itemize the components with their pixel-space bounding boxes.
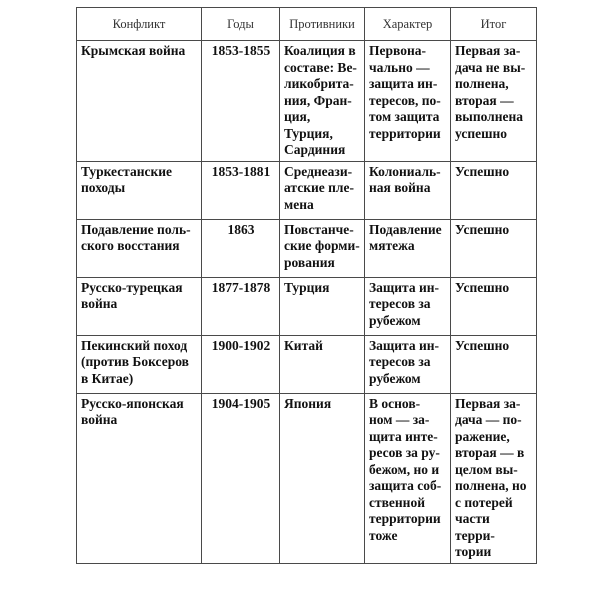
- header-opponents: Противники: [280, 8, 365, 41]
- table-row: [77, 335, 537, 393]
- cell-opponents: Повстанче- ские форми- рования: [284, 221, 360, 270]
- header-years: Годы: [202, 8, 280, 41]
- table-row: [77, 393, 537, 563]
- table-row: [77, 277, 537, 335]
- cell-years: 1853-1881: [211, 163, 271, 179]
- header-row: [77, 8, 537, 41]
- cell-conflict: Подавление поль- ского восстания: [81, 221, 191, 253]
- cell-conflict: Пекинский поход (против Боксеров в Китае): [81, 337, 189, 386]
- wars-table: [76, 7, 537, 564]
- cell-character: Первона- чально — защита ин- тересов, по- том защита территории: [369, 43, 441, 141]
- cell-character: Защита ин- тересов за рубежом: [369, 337, 440, 386]
- cell-years: 1863: [227, 221, 255, 237]
- cell-conflict: Туркестанские походы: [81, 163, 173, 195]
- cell-conflict: Русско-японская война: [81, 395, 184, 427]
- cell-years: 1853-1855: [211, 43, 271, 58]
- table-row: [77, 219, 537, 277]
- cell-character: Колониаль- ная война: [369, 163, 441, 195]
- cell-result: Успешно: [455, 163, 510, 179]
- header-character: Характер: [365, 8, 451, 41]
- cell-result: Первая за- дача — по- ражение, вторая — в целом вы- полнена, но с потерей части терри- тории: [455, 395, 527, 559]
- cell-result: Успешно: [455, 221, 510, 237]
- cell-years: 1877-1878: [211, 279, 271, 295]
- cell-conflict: Русско-турецкая война: [81, 279, 183, 311]
- table-row: [77, 41, 537, 162]
- cell-years: 1904-1905: [211, 395, 271, 411]
- header-result: Итог: [451, 8, 537, 41]
- cell-opponents: Китай: [284, 337, 323, 353]
- cell-opponents: Среднеази- атские пле- мена: [284, 163, 354, 212]
- cell-result: Успешно: [455, 337, 510, 353]
- table-header: [77, 8, 537, 41]
- cell-character: Защита ин- тересов за рубежом: [369, 279, 440, 328]
- cell-opponents: Коалиция в составе: Ве- ликобрита- ния, Фран- ция, Турция, Сардиния: [284, 43, 357, 157]
- cell-years: 1900-1902: [211, 337, 271, 353]
- cell-result: Первая за- дача не вы- полнена, вторая — выполнена успешно: [455, 43, 526, 141]
- cell-conflict: Крымская война: [81, 43, 186, 58]
- cell-opponents: Турция: [284, 279, 330, 295]
- cell-result: Успешно: [455, 279, 510, 295]
- cell-character: В основ- ном — за- щита инте- ресов за ру- бежом, но и защита соб- ственной территории тоже: [369, 395, 442, 543]
- table-row: [77, 161, 537, 219]
- cell-character: Подавление мятежа: [369, 221, 442, 253]
- document-page: [76, 7, 536, 564]
- header-conflict: Конфликт: [77, 8, 202, 41]
- table-body: [77, 41, 537, 564]
- cell-opponents: Япония: [284, 395, 332, 411]
